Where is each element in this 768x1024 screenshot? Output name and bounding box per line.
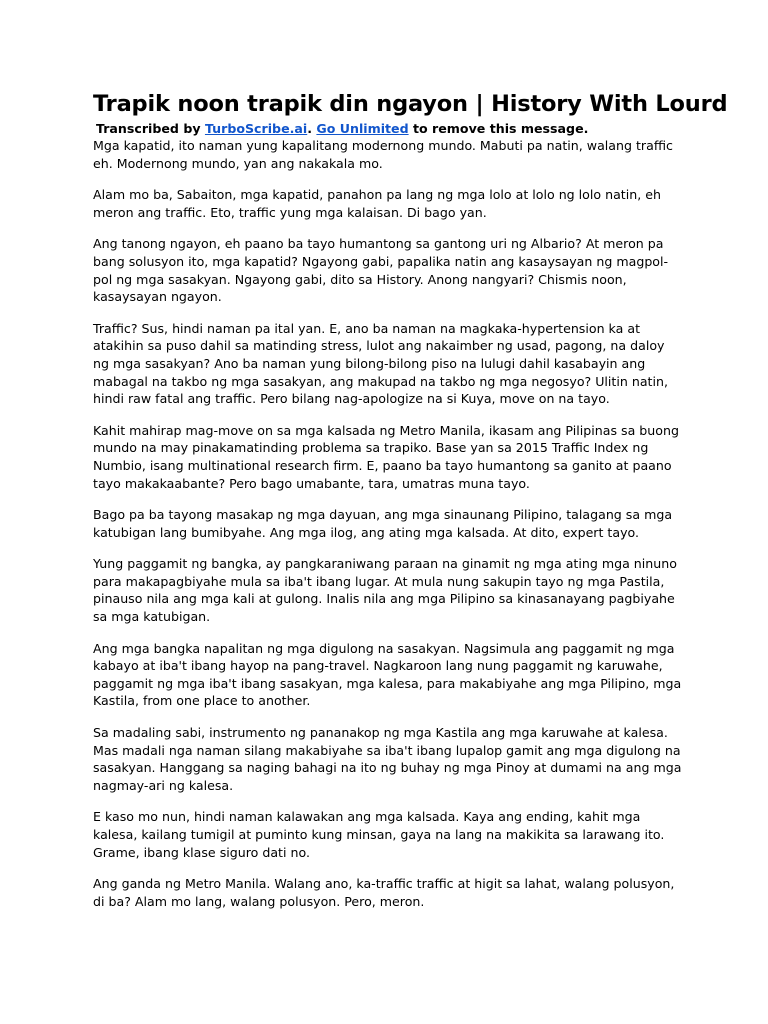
paragraph: E kaso mo nun, hindi naman kalawakan ang mga kalsada. Kaya ang ending, kahit mga kalesa, kailang tumigil at puminto kung minsan, gaya na lang na makikita sa larawang ito. Grame, ibang klase siguro dati no. [93, 809, 665, 860]
paragraph: Mga kapatid, ito naman yung kapalitang modernong mundo. Mabuti pa natin, walang traffic eh. Modernong mundo, yan ang nakakala mo. [93, 138, 673, 171]
paragraph: Ang ganda ng Metro Manila. Walang ano, ka-traffic traffic at higit sa lahat, walang polusyon, di ba? Alam mo lang, walang polusyon. Pero, meron. [93, 876, 675, 909]
paragraph: Bago pa ba tayong masakap ng mga dayuan, ang mga sinaunang Pilipino, talagang sa mga katubigan lang bumibyahe. Ang mga ilog, ang ating mga kalsada. At dito, expert tayo. [93, 507, 673, 540]
go-unlimited-link[interactable]: Go Unlimited [316, 121, 409, 136]
turboscribe-link[interactable]: TurboScribe.ai [204, 121, 308, 136]
document-page [93, 90, 728, 924]
paragraph: Sa madaling sabi, instrumento ng pananakop ng mga Kastila ang mga karuwahe at kalesa. Mas madali nga naman silang makabiyahe sa iba't ibang lupalop gamit ang mga digulong na sasakyan. Hanggang sa naging bahagi na ito ng buhay ng mga Pinoy at dumami na ang mga nagmay-ari ng kalesa. [93, 725, 682, 793]
transcription-banner [96, 120, 683, 137]
banner-separator: . [307, 121, 317, 136]
document-title: Trapik noon trapik din ngayon | History With Lourd [93, 91, 728, 117]
document-body [93, 137, 683, 910]
banner-suffix: to remove this message. [408, 121, 589, 136]
paragraph: Ang tanong ngayon, eh paano ba tayo humantong sa gantong uri ng Albario? At meron pa bang solusyon ito, mga kapatid? Ngayong gabi, papalika natin ang kasaysayan ng magpol-pol ng mga sasakyan. Ngayong gabi, dito sa History. Anong nangyari? Chismis noon, kasaysayan ngayon. [93, 236, 669, 305]
paragraph: Alam mo ba, Sabaiton, mga kapatid, panahon pa lang ng mga lolo at lolo ng lolo natin, eh meron ang traffic. Eto, traffic yung mga kalaisan. Di bago yan. [93, 187, 661, 220]
paragraph: Yung paggamit ng bangka, ay pangkaraniwang paraan na ginamit ng mga ating mga ninuno para makapagbiyahe mula sa iba't ibang lugar. At mula nung sakupin tayo ng mga Pastila, pinauso nila ang mga kali at gulong. Inalis nila ang mga Pilipino sa kinasanayang pagbiyahe sa mga katubigan. [93, 556, 677, 625]
paragraph: Ang mga bangka napalitan ng mga digulong na sasakyan. Nagsimula ang paggamit ng mga kabayo at iba't ibang hayop na pang-travel. Nagkaroon lang nung paggamit ng karuwahe, paggamit ng mga iba't ibang sasakyan, mga kalesa, para makabiyahe ang mga Pilipino, mga Kastila, from one place to another. [93, 640, 682, 709]
banner-prefix: Transcribed by [96, 121, 205, 136]
paragraph: Traffic? Sus, hindi naman pa ital yan. E, ano ba naman na magkaka-hypertension ka at atakihin sa puso dahil sa matinding stress, lulot ang nakaimber ng usad, pagong, na daloy ng mga sasakyan? Ano ba naman yung bilong-bilong piso na lulugi dahil kasabayin ang mabagal na takbo ng mga sasakyan, ang makupad na takbo ng mga negosyo? Ulitin natin, hindi raw fatal ang traffic. Pero bilang nag-apologize na si Kuya, move on na tayo. [93, 320, 668, 407]
paragraph: Kahit mahirap mag-move on sa mga kalsada ng Metro Manila, ikasam ang Pilipinas sa buong mundo na may pinakamatinding problema sa trapiko. Base yan sa 2015 Traffic Index ng Numbio, isang multinational research firm. E, paano ba tayo humantong sa ganito at paano tayo makakaabante? Pero bago umabante, tara, umatras muna tayo. [93, 422, 679, 491]
